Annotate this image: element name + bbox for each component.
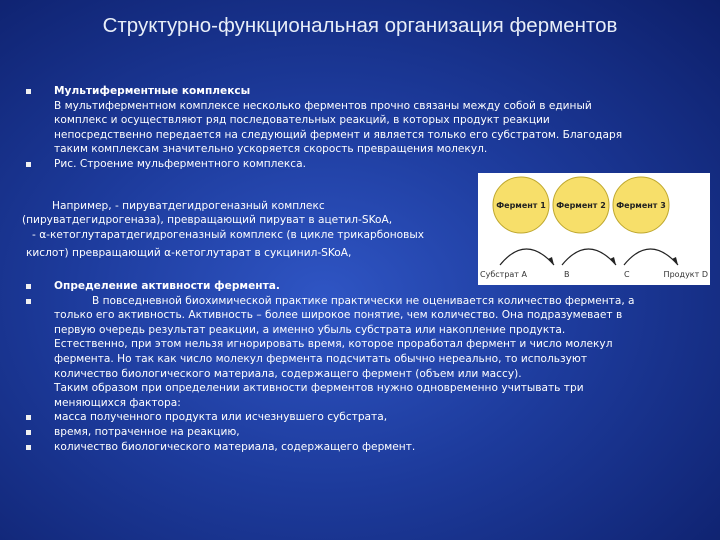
- paragraph-line: Таким образом при определении активности ферментов нужно одновременно учитывать три: [54, 382, 584, 395]
- bullet-icon: [26, 162, 31, 167]
- example-line: (пируватдегидрогеназа), превращающий пируват в ацетил-SKoA,: [22, 214, 393, 226]
- intermediate-label: B: [564, 270, 570, 279]
- bullet-icon: [26, 415, 31, 420]
- bullet-item: [22, 84, 702, 157]
- section-multienzyme: [22, 84, 702, 172]
- slide-title: Структурно-функциональная организация ферментов: [102, 14, 618, 37]
- multienzyme-diagram: [478, 173, 710, 285]
- figure-caption: Рис. Строение мульферментного комплекса.: [54, 157, 306, 170]
- bullet-icon: [26, 445, 31, 450]
- paragraph-line: Естественно, при этом нельзя игнорировать время, которое проработал фермент и число молекул: [54, 338, 613, 351]
- enzyme-label: Фермент 1: [496, 201, 546, 210]
- bullet-item: [22, 425, 712, 440]
- product-label: Продукт D: [663, 270, 708, 279]
- paragraph-line: комплекс и осуществляют ряд последовательных реакций, в которых продукт реакции: [54, 114, 550, 127]
- paragraph-line: непосредственно передается на следующий фермент и является только его субстратом. Благодаря: [54, 128, 623, 141]
- substrate-label: Субстрат А: [480, 270, 527, 279]
- bullet-item: [22, 410, 712, 425]
- section-heading: Мультиферментные комплексы: [54, 85, 251, 97]
- paragraph-line: В мультиферментном комплексе несколько ферментов прочно связаны между собой в единый: [54, 99, 592, 112]
- paragraph-line: только его активность. Активность – более широкое понятие, чем количество. Она подразумевает в: [54, 309, 623, 322]
- bullet-item: [22, 157, 702, 172]
- bullet-item: [22, 279, 712, 294]
- paragraph-line: фермента. Но так как число молекул фермента подсчитать обычно нереально, то используют: [54, 352, 587, 365]
- bullet-icon: [26, 284, 31, 289]
- paragraph-line: первую очередь результат реакции, а именно убыль субстрата или накопление продукта.: [54, 323, 566, 336]
- bullet-icon: [26, 89, 31, 94]
- bullet-icon: [26, 430, 31, 435]
- example-line: - α-кетоглутаратдегидрогеназный комплекс (в цикле трикарбоновых: [32, 229, 424, 241]
- factor-item: количество биологического материала, содержащего фермент.: [54, 440, 416, 453]
- section-heading: Определение активности фермента.: [54, 280, 280, 292]
- enzyme-label: Фермент 3: [616, 201, 666, 210]
- example-line: Например, - пируватдегидрогеназный комплекс: [52, 200, 325, 212]
- factor-item: время, потраченное на реакцию,: [54, 425, 240, 438]
- intermediate-label: C: [624, 270, 630, 279]
- paragraph-line: количество биологического материала, содержащего фермент (объем или массу).: [54, 367, 522, 380]
- paragraph-line: В повседневной биохимической практике практически не оценивается количество фермента, а: [92, 294, 635, 307]
- section-activity: [22, 279, 712, 454]
- bullet-icon: [26, 299, 31, 304]
- factor-item: масса полученного продукта или исчезнувшего субстрата,: [54, 411, 388, 424]
- paragraph-line: таким комплексам значительно ускоряется скорость превращения молекул.: [54, 143, 488, 156]
- bullet-item: [22, 440, 712, 455]
- paragraph-line: меняющихся фактора:: [54, 396, 181, 409]
- bullet-item: [22, 294, 712, 411]
- enzyme-label: Фермент 2: [556, 201, 606, 210]
- example-line: кислот) превращающий α-кетоглутарат в сукцинил-SKoA,: [26, 247, 352, 259]
